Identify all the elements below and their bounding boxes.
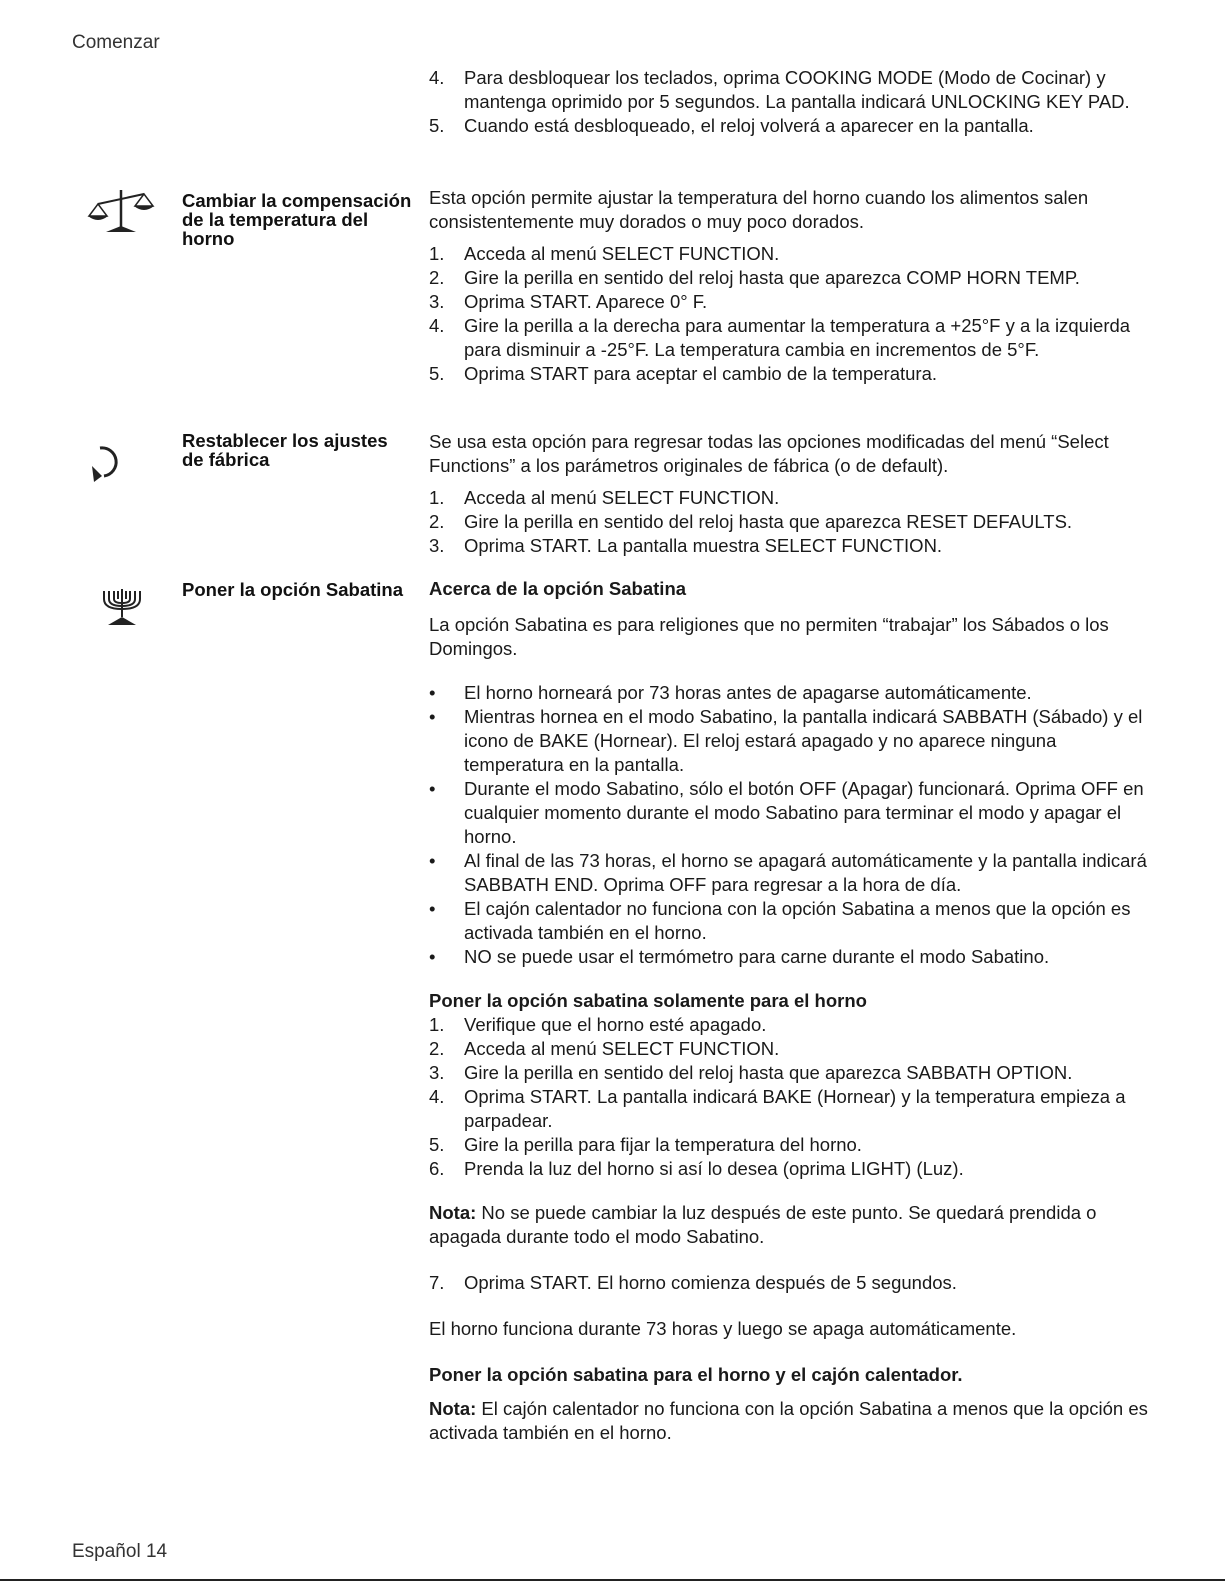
list-item: 6. Prenda la luz del horno si así lo desea (oprima LIGHT) (Luz).	[429, 1158, 964, 1179]
bottom-divider	[0, 1579, 1225, 1581]
list-item: 4. Para desbloquear los teclados, oprima COOKING MODE (Modo de Cocinar) y mantenga oprimido por 5 segundos. La pantalla indicará UNLOCKING KEY PAD.	[429, 67, 1130, 112]
list-item: • NO se puede usar el termómetro para carne durante el modo Sabatino.	[429, 946, 1050, 967]
list-item: 5. Gire la perilla para fijar la temperatura del horno.	[429, 1134, 862, 1155]
list-item: 1. Verifique que el horno esté apagado.	[429, 1014, 767, 1035]
list-item: 7. Oprima START. El horno comienza después de 5 segundos.	[429, 1272, 957, 1293]
reset-steps-list	[429, 486, 1149, 558]
scale-icon	[86, 186, 156, 236]
list-item: • El cajón calentador no funciona con la opción Sabatina a menos que la opción es activada también en el horno.	[429, 898, 1131, 943]
note-light-paragraph: Nota: No se puede cambiar la luz después de este punto. Se quedará prendida o apagada durante todo el modo Sabatino.	[429, 1202, 1097, 1247]
oven-only-heading: Poner la opción sabatina solamente para el horno	[429, 990, 867, 1011]
list-item: 3. Oprima START. Aparece 0° F.	[429, 291, 708, 312]
list-item: 2. Gire la perilla en sentido del reloj hasta que aparezca RESET DEFAULTS.	[429, 511, 1073, 532]
intro-paragraph: Esta opción permite ajustar la temperatura del horno cuando los alimentos salen consistentemente muy dorados o muy poco dorados.	[429, 187, 1089, 232]
duration-paragraph: El horno funciona durante 73 horas y luego se apaga automáticamente.	[429, 1318, 1017, 1339]
about-sabbath-heading: Acerca de la opción Sabatina	[429, 578, 687, 599]
list-item: 1. Acceda al menú SELECT FUNCTION.	[429, 487, 780, 508]
oven-only-steps-list	[429, 1013, 1149, 1181]
list-item: • Mientras hornea en el modo Sabatino, la pantalla indicará SABBATH (Sábado) y el icono de BAKE (Hornear). El reloj estará apagado y no aparece ninguna temperatura en la pantalla.	[429, 706, 1143, 775]
list-item: 5. Oprima START para aceptar el cambio de la temperatura.	[429, 363, 937, 384]
reset-arrow-icon	[88, 438, 130, 484]
section-title-reset-defaults: Restablecer los ajustes de fábrica	[182, 430, 388, 470]
section-body-temperature-compensation	[429, 186, 1149, 386]
top-steps-block	[429, 66, 1149, 138]
list-item: 2. Acceda al menú SELECT FUNCTION.	[429, 1038, 780, 1059]
list-item: 4. Gire la perilla a la derecha para aumentar la temperatura a +25°F y a la izquierda para disminuir a -25°F. La temperatura cambia en incrementos de 5°F.	[429, 315, 1131, 360]
running-header: Comenzar	[72, 32, 160, 53]
page-footer: Español 14	[72, 1541, 168, 1562]
list-item: 5. Cuando está desbloqueado, el reloj volverá a aparecer en la pantalla.	[429, 115, 1034, 136]
sabbath-bullets-list	[429, 681, 1149, 969]
note-drawer-paragraph: Nota: El cajón calentador no funciona con la opción Sabatina a menos que la opción es activada también en el horno.	[429, 1398, 1148, 1443]
list-item: 3. Oprima START. La pantalla muestra SELECT FUNCTION.	[429, 535, 943, 556]
list-item: • Durante el modo Sabatino, sólo el botón OFF (Apagar) funcionará. Oprima OFF en cualquier momento durante el modo Sabatino para terminar el modo y apagar el horno.	[429, 778, 1144, 847]
list-item: • Al final de las 73 horas, el horno se apagará automáticamente y la pantalla indicará SABBATH END. Oprima OFF para regresar a la hora de día.	[429, 850, 1147, 895]
compensation-steps-list	[429, 242, 1149, 386]
list-item: 4. Oprima START. La pantalla indicará BAKE (Hornear) y la temperatura empieza a parpadear.	[429, 1086, 1126, 1131]
menorah-icon	[100, 587, 144, 627]
section-body-reset-defaults	[429, 430, 1149, 558]
list-item: • El horno horneará por 73 horas antes de apagarse automáticamente.	[429, 682, 1032, 703]
step-seven-list	[429, 1271, 1149, 1295]
list-item: 3. Gire la perilla en sentido del reloj hasta que aparezca SABBATH OPTION.	[429, 1062, 1073, 1083]
about-sabbath-paragraph: La opción Sabatina es para religiones que no permiten “trabajar” los Sábados o los Domingos.	[429, 614, 1109, 659]
oven-and-drawer-heading: Poner la opción sabatina para el horno y el cajón calentador.	[429, 1364, 963, 1385]
intro-paragraph: Se usa esta opción para regresar todas las opciones modificadas del menú “Select Functions” a los parámetros originales de fábrica (o de default).	[429, 431, 1109, 476]
top-steps-list	[429, 66, 1149, 138]
section-title-temperature-compensation: Cambiar la compensación de la temperatura del horno	[182, 190, 412, 249]
list-item: 1. Acceda al menú SELECT FUNCTION.	[429, 243, 780, 264]
section-title-sabbath: Poner la opción Sabatina	[182, 579, 404, 600]
section-body-sabbath	[429, 577, 1149, 1445]
list-item: 2. Gire la perilla en sentido del reloj hasta que aparezca COMP HORN TEMP.	[429, 267, 1080, 288]
